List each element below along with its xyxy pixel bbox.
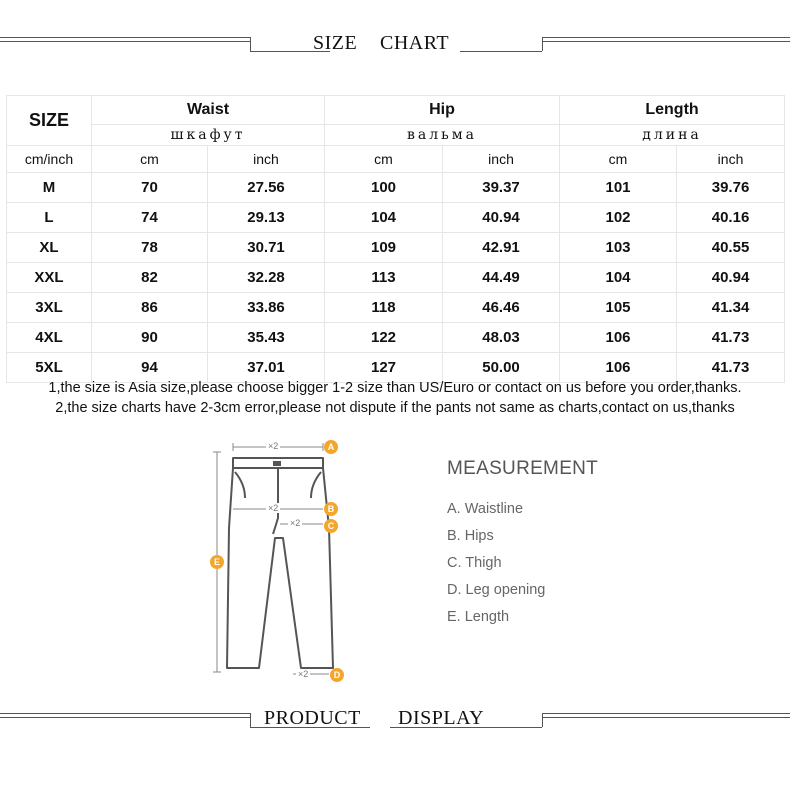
waist-header: Waist bbox=[92, 96, 325, 125]
value-cell: 44.49 bbox=[443, 263, 560, 293]
value-cell: 41.73 bbox=[677, 353, 785, 383]
value-cell: 105 bbox=[560, 293, 677, 323]
units-label: cm/inch bbox=[7, 146, 92, 173]
size-cell: 5XL bbox=[7, 353, 92, 383]
value-cell: 41.73 bbox=[677, 323, 785, 353]
unit-cell: inch bbox=[677, 146, 785, 173]
value-cell: 104 bbox=[325, 203, 443, 233]
marker-b-icon: B bbox=[324, 502, 338, 516]
pants-outline bbox=[227, 458, 333, 668]
measurement-item-hips: B. Hips bbox=[447, 528, 494, 544]
hip-header: Hip bbox=[325, 96, 560, 125]
value-cell: 103 bbox=[560, 233, 677, 263]
measurement-title: MEASUREMENT bbox=[447, 458, 599, 479]
size-cell: M bbox=[7, 173, 92, 203]
size-cell: 4XL bbox=[7, 323, 92, 353]
value-cell: 40.94 bbox=[443, 203, 560, 233]
note-line-1: 1,the size is Asia size,please choose bigger 1-2 size than US/Euro or contact on us before you order,thanks. bbox=[48, 380, 742, 396]
note-line-2: 2,the size charts have 2-3cm error,please not dispute if the pants not same as charts,contact on us,thanks bbox=[55, 400, 735, 416]
value-cell: 40.16 bbox=[677, 203, 785, 233]
value-cell: 102 bbox=[560, 203, 677, 233]
value-cell: 106 bbox=[560, 323, 677, 353]
size-cell: 3XL bbox=[7, 293, 92, 323]
marker-d-icon: D bbox=[330, 668, 344, 682]
value-cell: 46.46 bbox=[443, 293, 560, 323]
marker-c-icon: C bbox=[324, 519, 338, 533]
unit-cell: inch bbox=[208, 146, 325, 173]
table-row bbox=[7, 173, 785, 203]
size-table bbox=[6, 95, 785, 383]
value-cell: 86 bbox=[92, 293, 208, 323]
value-cell: 48.03 bbox=[443, 323, 560, 353]
unit-cell: cm bbox=[325, 146, 443, 173]
marker-a-icon: A bbox=[324, 440, 338, 454]
hip-dim-label: ×2 bbox=[268, 503, 279, 513]
table-row bbox=[7, 323, 785, 353]
banner-title-product: PRODUCT bbox=[264, 707, 361, 729]
value-cell: 40.94 bbox=[677, 263, 785, 293]
value-cell: 70 bbox=[92, 173, 208, 203]
table-row bbox=[7, 293, 785, 323]
value-cell: 39.76 bbox=[677, 173, 785, 203]
value-cell: 122 bbox=[325, 323, 443, 353]
table-row bbox=[7, 263, 785, 293]
value-cell: 127 bbox=[325, 353, 443, 383]
value-cell: 39.37 bbox=[443, 173, 560, 203]
size-chart-banner bbox=[0, 28, 790, 64]
unit-cell: inch bbox=[443, 146, 560, 173]
value-cell: 100 bbox=[325, 173, 443, 203]
table-row bbox=[7, 203, 785, 233]
size-cell: XL bbox=[7, 233, 92, 263]
value-cell: 35.43 bbox=[208, 323, 325, 353]
size-cell: L bbox=[7, 203, 92, 233]
table-russian-row bbox=[7, 125, 785, 146]
value-cell: 32.28 bbox=[208, 263, 325, 293]
value-cell: 74 bbox=[92, 203, 208, 233]
unit-cell: cm bbox=[560, 146, 677, 173]
measurement-item-length: E. Length bbox=[447, 609, 510, 625]
value-cell: 78 bbox=[92, 233, 208, 263]
size-notes bbox=[0, 378, 790, 418]
hip-russian-label: вальма bbox=[325, 125, 560, 146]
unit-cell: cm bbox=[92, 146, 208, 173]
value-cell: 106 bbox=[560, 353, 677, 383]
value-cell: 94 bbox=[92, 353, 208, 383]
size-header: SIZE bbox=[7, 96, 92, 146]
measurement-item-thigh: C. Thigh bbox=[447, 555, 502, 571]
value-cell: 50.00 bbox=[443, 353, 560, 383]
table-header-row bbox=[7, 96, 785, 125]
thigh-dim-label: ×2 bbox=[290, 518, 301, 528]
value-cell: 101 bbox=[560, 173, 677, 203]
value-cell: 37.01 bbox=[208, 353, 325, 383]
value-cell: 29.13 bbox=[208, 203, 325, 233]
value-cell: 82 bbox=[92, 263, 208, 293]
value-cell: 40.55 bbox=[677, 233, 785, 263]
value-cell: 27.56 bbox=[208, 173, 325, 203]
value-cell: 41.34 bbox=[677, 293, 785, 323]
size-cell: XXL bbox=[7, 263, 92, 293]
marker-e-icon: E bbox=[210, 555, 224, 569]
value-cell: 109 bbox=[325, 233, 443, 263]
measurement-item-waistline: A. Waistline bbox=[447, 501, 524, 517]
banner-title-chart: CHART bbox=[380, 32, 450, 54]
value-cell: 104 bbox=[560, 263, 677, 293]
value-cell: 118 bbox=[325, 293, 443, 323]
length-header: Length bbox=[560, 96, 785, 125]
banner-title-display: DISPLAY bbox=[398, 707, 485, 729]
value-cell: 30.71 bbox=[208, 233, 325, 263]
waist-dim-label: ×2 bbox=[268, 441, 279, 451]
value-cell: 42.91 bbox=[443, 233, 560, 263]
table-row bbox=[7, 233, 785, 263]
measurement-item-leg-opening: D. Leg opening bbox=[447, 582, 546, 598]
leg-opening-dim-label: ×2 bbox=[298, 669, 309, 679]
product-display-banner bbox=[0, 702, 790, 738]
value-cell: 113 bbox=[325, 263, 443, 293]
length-russian-label: длина bbox=[560, 125, 785, 146]
banner-title-size: SIZE bbox=[313, 32, 358, 54]
waist-russian-label: шкафут bbox=[92, 125, 325, 146]
value-cell: 90 bbox=[92, 323, 208, 353]
value-cell: 33.86 bbox=[208, 293, 325, 323]
table-units-row bbox=[7, 146, 785, 173]
pants-diagram bbox=[205, 438, 355, 688]
